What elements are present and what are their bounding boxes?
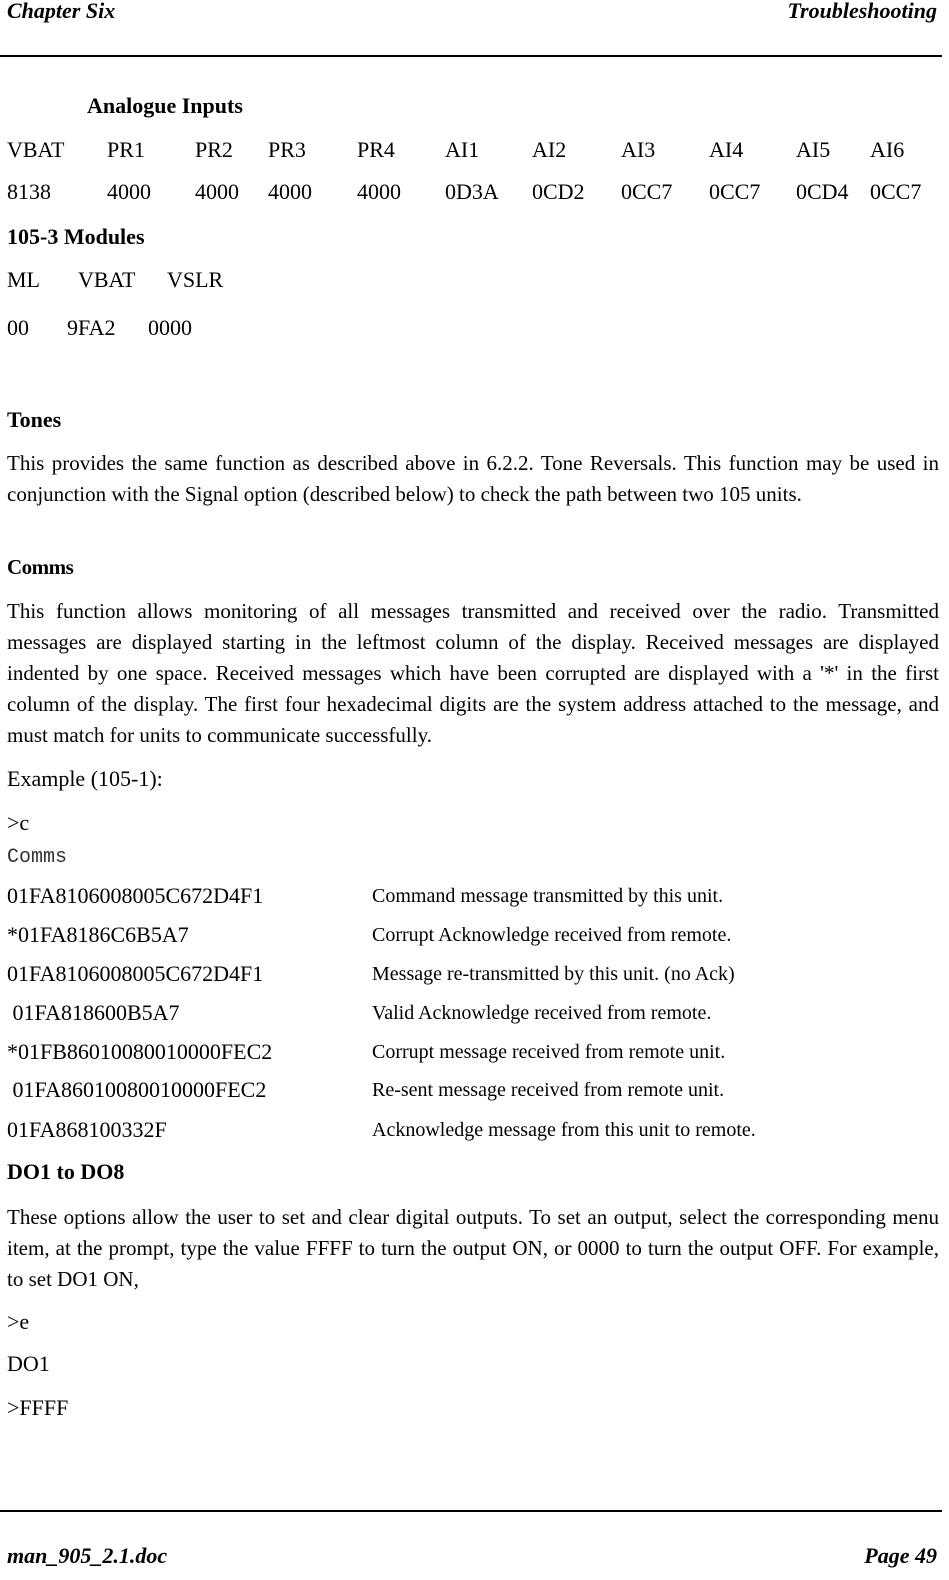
analogue-value: 0CD2 [532,179,585,204]
chapter-label: Chapter Six [7,0,116,23]
analogue-label: PR2 [195,137,233,162]
analogue-label: PR4 [357,137,395,162]
modules-value: 0000 [148,315,192,340]
footer-rule [0,1510,942,1512]
analogue-label: AI6 [870,137,905,162]
section-title: Troubleshooting [787,0,937,23]
analogue-value: 8138 [7,179,51,204]
analogue-value: 0CC7 [621,179,673,204]
modules-label: ML [7,267,40,292]
analogue-label: AI2 [532,137,567,162]
message-description: Corrupt Acknowledge received from remote. [372,924,732,946]
message-code: 01FA868100332F [7,1117,167,1142]
message-code: 01FA86010080010000FEC2 [7,1077,267,1102]
message-description: Command message transmitted by this unit. [372,885,724,907]
comms-paragraph: This function allows monitoring of all messages transmitted and received over the radio. Transmitted messages are displayed starting in the leftmost column of the display. Received messages are displayed indented by one space. Received messages which have been corrupted are displayed with a '*' in the first column of the display. The first four hexadecimal digits are the system address attached to the message, and must match for units to communicate successfully. [7,599,939,747]
analogue-value: 4000 [195,179,239,204]
analogue-label: AI3 [621,137,656,162]
message-code: *01FA8186C6B5A7 [7,922,189,947]
analogue-label: AI5 [796,137,831,162]
analogue-value: 4000 [357,179,401,204]
header-rule [0,55,942,57]
do-prompt-line: >e [7,1309,30,1334]
analogue-label: PR3 [268,137,306,162]
message-description: Re-sent message received from remote unit. [372,1079,725,1101]
message-code: 01FA8106008005C672D4F1 [7,961,264,986]
modules-label: VSLR [167,267,224,292]
analogue-value: 4000 [107,179,151,204]
analogue-label: AI1 [445,137,480,162]
analogue-value: 4000 [268,179,312,204]
tones-heading: Tones [7,407,62,432]
message-description: Corrupt message received from remote unit. [372,1041,726,1063]
message-code: *01FB86010080010000FEC2 [7,1039,273,1064]
example-label: Example (105-1): [7,766,163,791]
message-description: Valid Acknowledge received from remote. [372,1002,712,1024]
modules-value: 9FA2 [67,315,116,340]
message-code: 01FA818600B5A7 [7,1000,180,1025]
analogue-value: 0CD4 [796,179,849,204]
document-filename: man_905_2.1.doc [7,1543,168,1568]
analogue-value: 0CC7 [709,179,761,204]
analogue-label: VBAT [7,137,65,162]
analogue-label: PR1 [107,137,145,162]
modules-label: VBAT [78,267,136,292]
comms-screen-label: Comms [7,846,68,869]
tones-paragraph: This provides the same function as described above in 6.2.2. Tone Reversals. This function may be used in conjunction with the Signal option (described below) to check the path between two 105 units. [7,451,939,506]
message-description: Acknowledge message from this unit to remote. [372,1119,756,1141]
do-heading: DO1 to DO8 [7,1159,125,1184]
message-description: Message re-transmitted by this unit. (no Ack) [372,963,735,985]
do-value-line: >FFFF [7,1395,69,1420]
analogue-label: AI4 [709,137,744,162]
analogue-value: 0CC7 [870,179,922,204]
do-output-line: DO1 [7,1351,50,1376]
modules-value: 00 [7,315,29,340]
page-number: Page 49 [864,1543,937,1568]
message-code: 01FA8106008005C672D4F1 [7,883,264,908]
analogue-inputs-heading: Analogue Inputs [87,93,243,118]
comms-prompt: >c [7,810,30,835]
modules-heading: 105-3 Modules [7,224,145,249]
do-paragraph: These options allow the user to set and clear digital outputs. To set an output, select the corresponding menu item, at the prompt, type the value FFFF to turn the output ON, or 0000 to turn the output OFF. For example, to set DO1 ON, [7,1205,939,1291]
comms-heading: Comms [7,555,74,579]
analogue-value: 0D3A [445,179,499,204]
